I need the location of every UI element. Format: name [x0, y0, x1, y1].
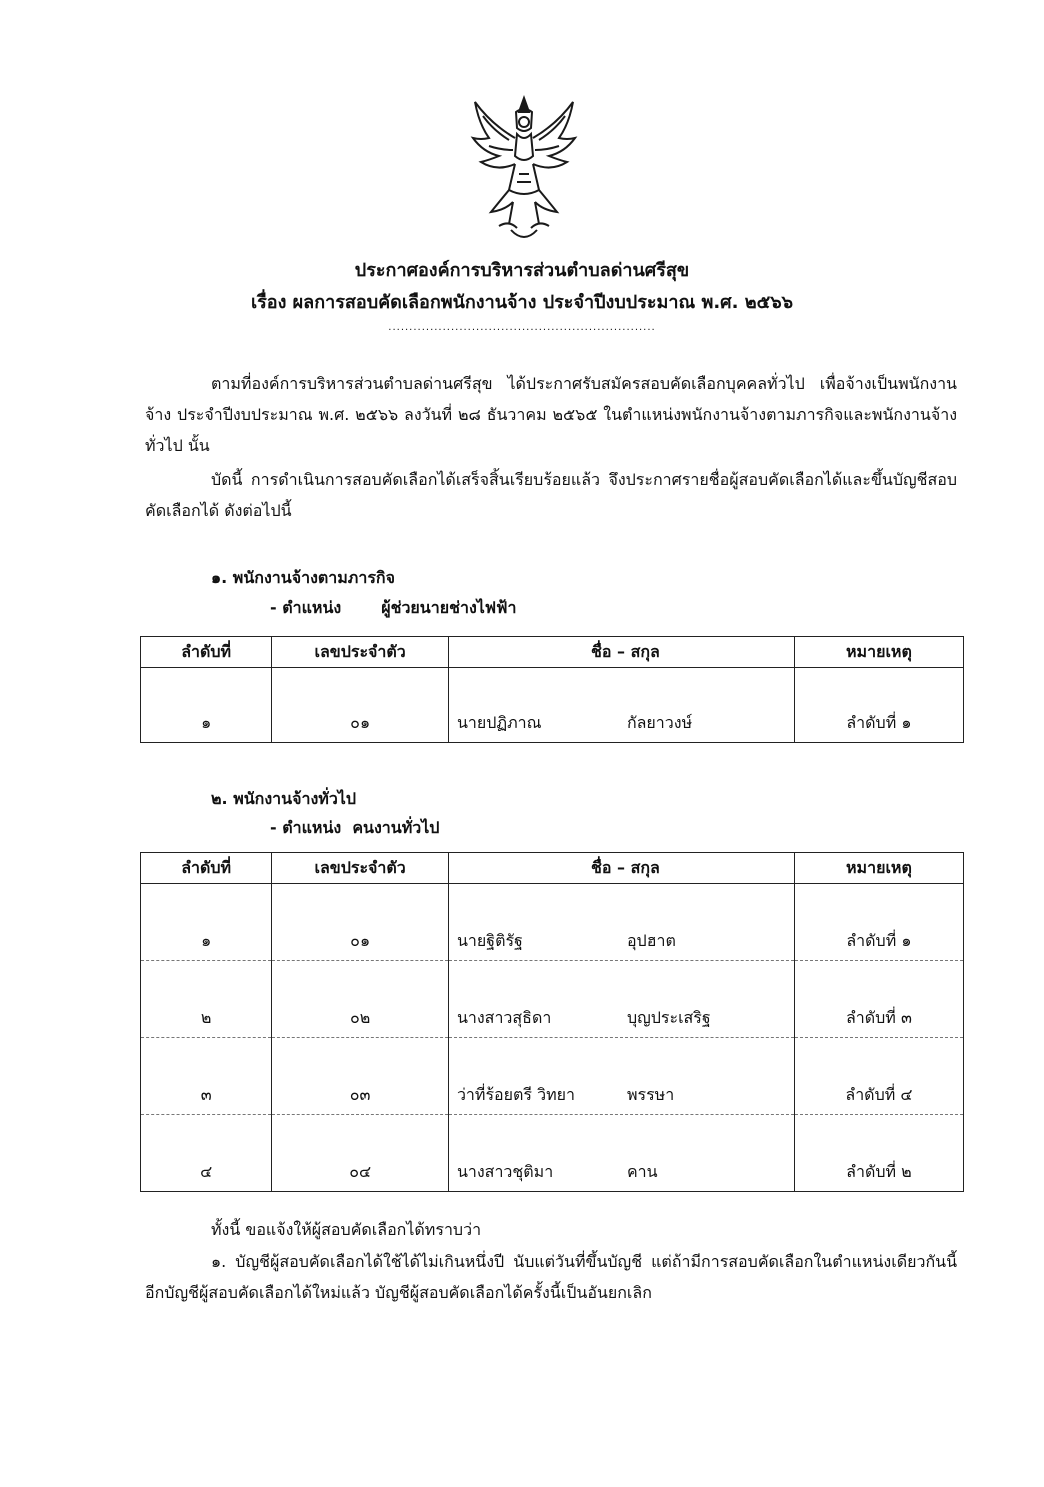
first-name: นางสาวสุธิดา	[456, 1008, 552, 1027]
column-header-id: เลขประจำตัว	[272, 853, 449, 884]
section-1-position	[270, 596, 516, 621]
row-name	[448, 1115, 794, 1192]
document-title: ประกาศองค์การบริหารส่วนตำบลด่านศรีสุข	[354, 260, 690, 281]
row-name	[448, 884, 794, 961]
row-no: ๒	[141, 961, 272, 1038]
row-no: ๑	[141, 884, 272, 961]
first-name: นางสาวชุติมา	[456, 1162, 554, 1181]
title-separator: ................................................................	[388, 322, 656, 333]
table-header-row	[141, 853, 964, 884]
first-name: ว่าที่ร้อยตรี วิทยา	[456, 1085, 575, 1104]
column-header-name: ชื่อ – สกุล	[448, 637, 794, 668]
row-name	[448, 961, 794, 1038]
last-name: พรรษา	[626, 1085, 675, 1104]
last-name: คาน	[626, 1162, 658, 1181]
column-header-no: ลำดับที่	[141, 637, 272, 668]
first-name: นายปฏิภาณ	[456, 713, 542, 732]
row-no: ๓	[141, 1038, 272, 1115]
column-header-note: หมายเหตุ	[794, 637, 963, 668]
row-id: ๐๔	[272, 1115, 449, 1192]
closing-paragraph-1: ทั้งนี้ ขอแจ้งให้ผู้สอบคัดเลือกได้ทราบว่า	[211, 1220, 482, 1239]
column-header-id: เลขประจำตัว	[272, 637, 449, 668]
position-label: - ตำแหน่ง	[270, 598, 342, 617]
row-note: ลำดับที่ ๓	[794, 961, 963, 1038]
first-name: นายฐิติรัฐ	[456, 931, 523, 950]
position-label: - ตำแหน่ง	[270, 818, 342, 837]
row-note: ลำดับที่ ๑	[794, 884, 963, 961]
closing-paragraph-2: ๑. บัญชีผู้สอบคัดเลือกได้ใช้ได้ไม่เกินหนึ่งปี นับแต่วันที่ขึ้นบัญชี แต่ถ้ามีการสอบคัดเลือกในตำแหน่งเดียวกันนี้อีกบัญชีผู้สอบคัดเลือกได้ใหม่แล้ว บัญชีผู้สอบคัดเลือกได้ครั้งนี้เป็นอันยกเลิก	[145, 1252, 957, 1302]
table-row	[141, 884, 964, 961]
table-row	[141, 961, 964, 1038]
last-name: บุญประเสริฐ	[626, 1008, 711, 1027]
row-no: ๔	[141, 1115, 272, 1192]
row-id: ๐๒	[272, 961, 449, 1038]
row-note: ลำดับที่ ๑	[794, 668, 963, 743]
document-subject: เรื่อง ผลการสอบคัดเลือกพนักงานจ้าง ประจำปีงบประมาณ พ.ศ. ๒๕๖๖	[250, 292, 794, 313]
column-header-no: ลำดับที่	[141, 853, 272, 884]
section-2-heading: ๒. พนักงานจ้างทั่วไป	[211, 789, 357, 808]
position-name: ผู้ช่วยนายช่างไฟฟ้า	[381, 598, 517, 617]
row-id: ๐๑	[272, 884, 449, 961]
section-2-table	[140, 852, 964, 1192]
garuda-emblem-icon	[469, 94, 579, 246]
last-name: กัลยาวงษ์	[626, 713, 693, 732]
intro-paragraph-1: ตามที่องค์การบริหารส่วนตำบลด่านศรีสุข ได้ประกาศรับสมัครสอบคัดเลือกบุคคลทั่วไป เพื่อจ้างเป็นพนักงานจ้าง ประจำปีงบประมาณ พ.ศ. ๒๕๖๖ ลงวันที่ ๒๘ ธันวาคม ๒๕๖๕ ในตำแหน่งพนักงานจ้างตามภารกิจและพนักงานจ้างทั่วไป นั้น	[145, 374, 957, 455]
column-header-name: ชื่อ – สกุล	[448, 853, 794, 884]
section-1-table	[140, 636, 964, 743]
row-id: ๐๓	[272, 1038, 449, 1115]
intro-paragraph-2: บัดนี้ การดำเนินการสอบคัดเลือกได้เสร็จสิ้นเรียบร้อยแล้ว จึงประกาศรายชื่อผู้สอบคัดเลือกได้และขึ้นบัญชีสอบคัดเลือกได้ ดังต่อไปนี้	[145, 470, 957, 520]
column-header-note: หมายเหตุ	[794, 853, 963, 884]
row-note: ลำดับที่ ๒	[794, 1115, 963, 1192]
row-name	[448, 1038, 794, 1115]
table-row	[141, 1038, 964, 1115]
row-name	[448, 668, 794, 743]
table-row	[141, 668, 964, 743]
position-name: คนงานทั่วไป	[352, 818, 440, 837]
table-header-row	[141, 637, 964, 668]
row-no: ๑	[141, 668, 272, 743]
table-row	[141, 1115, 964, 1192]
last-name: อุปฮาต	[626, 931, 676, 950]
row-note: ลำดับที่ ๔	[794, 1038, 963, 1115]
section-2-position	[270, 816, 439, 841]
row-id: ๐๑	[272, 668, 449, 743]
section-1-heading: ๑. พนักงานจ้างตามภารกิจ	[211, 568, 395, 587]
